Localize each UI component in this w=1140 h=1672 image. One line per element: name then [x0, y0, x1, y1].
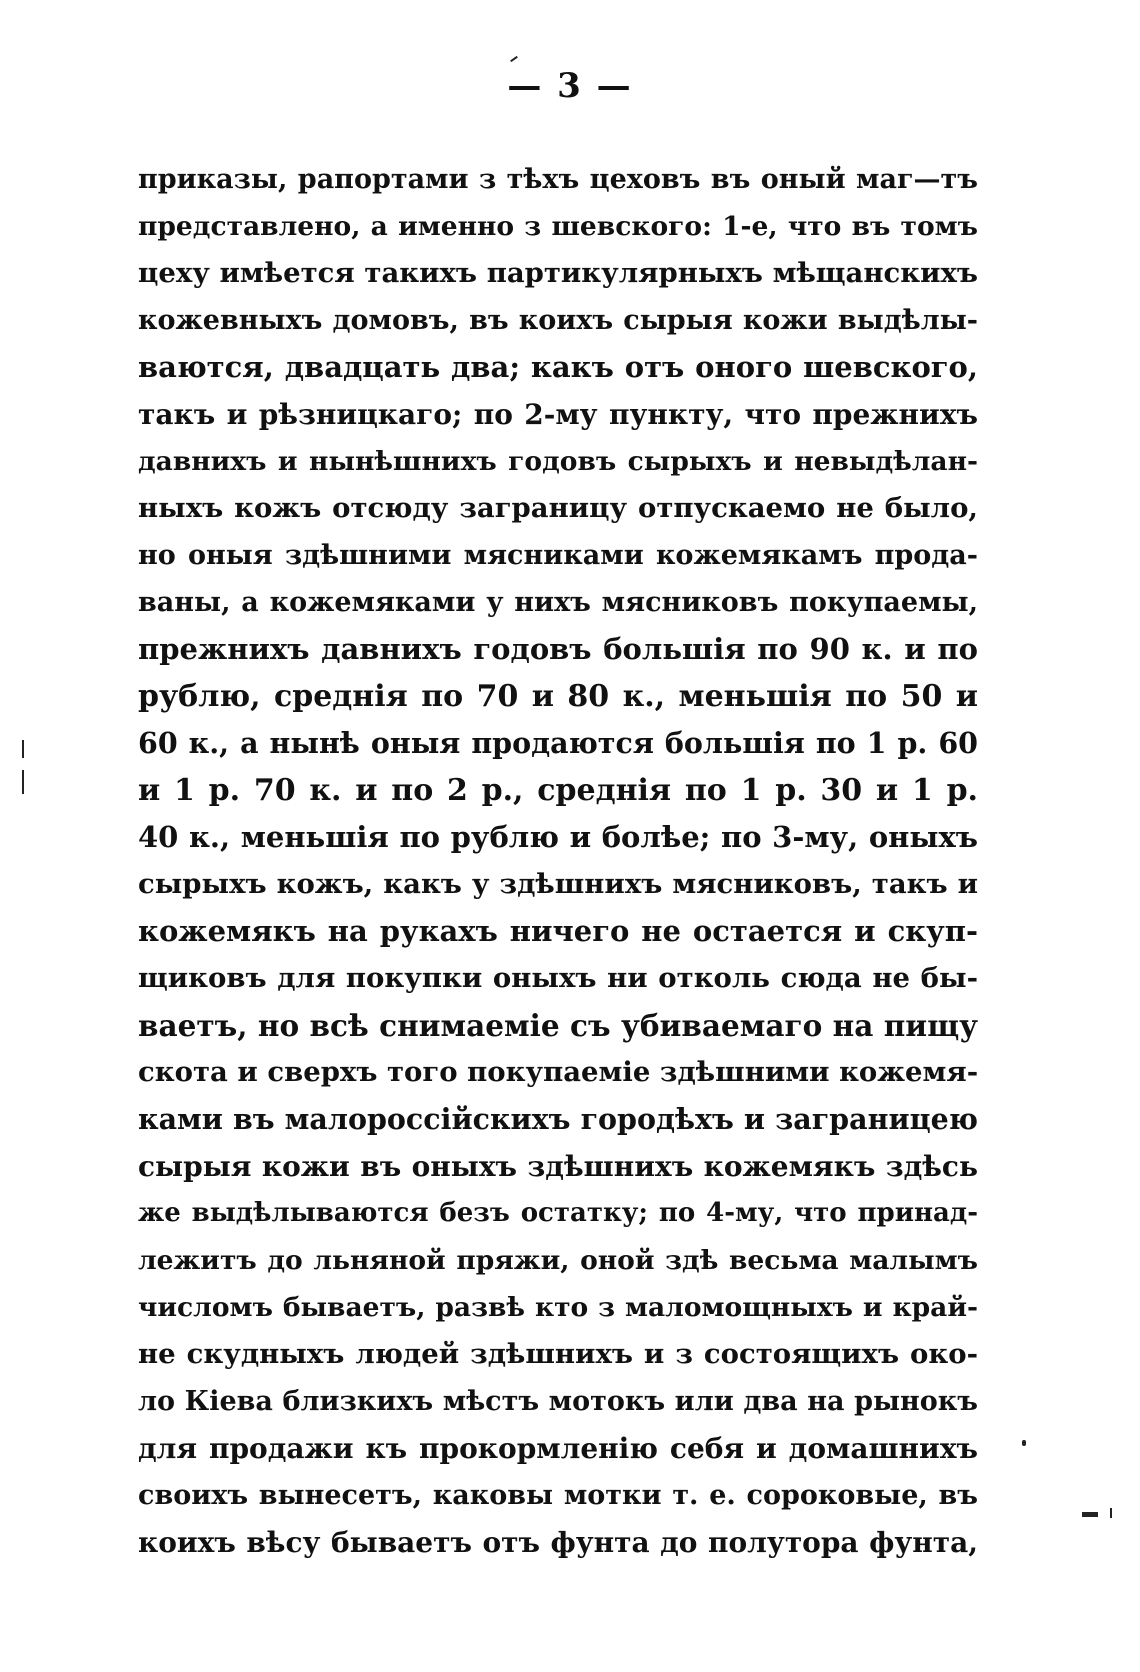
text-line: своихъ вынесетъ, каковы мотки т. е. сороковые, въ — [138, 1480, 978, 1511]
text-line: 40 к., меньшія по рублю и болѣе; по 3-му, оныхъ — [138, 820, 978, 854]
text-line: ло Кіева близкихъ мѣстъ мотокъ или два на рынокъ — [138, 1386, 978, 1417]
text-line: кожемякъ на рукахъ ничего не остается и скуп- — [138, 914, 978, 948]
text-line: прежнихъ давнихъ годовъ большія по 90 к. и по — [138, 632, 978, 666]
text-line: щиковъ для покупки оныхъ ни отколь сюда не бы- — [138, 962, 978, 994]
text-line: 60 к., а нынѣ оныя продаются большія по 1 р. 60 — [138, 726, 978, 760]
scan-artifact-mark — [1082, 1512, 1098, 1517]
text-line: ныхъ кожъ отсюду заграницу отпускаемо не было, — [138, 492, 978, 524]
text-line: не скудныхъ людей здѣшнихъ и з состоящихъ око- — [138, 1338, 978, 1370]
text-line: рублю, среднія по 70 и 80 к., меньшія по 50 и — [138, 679, 978, 714]
text-line: скота и сверхъ того покупаеміе здѣшними кожемя- — [138, 1056, 979, 1088]
text-line: сырыя кожи въ оныхъ здѣшнихъ кожемякъ здѣсь — [138, 1150, 978, 1183]
text-line: ками въ малороссійскихъ городѣхъ и заграницею — [138, 1102, 978, 1136]
text-line: кожевныхъ домовъ, въ коихъ сырыя кожи выдѣлы- — [138, 305, 978, 336]
text-line: цеху имѣется такихъ партикулярныхъ мѣщанскихъ — [138, 257, 978, 289]
text-line: такъ и рѣзницкаго; по 2-му пункту, что прежнихъ — [138, 398, 978, 431]
text-line: представлено, а именно з шевского: 1-е, что въ томъ — [138, 211, 978, 242]
scan-artifact-mark — [22, 740, 24, 758]
scan-artifact-mark — [510, 56, 518, 62]
text-line: сырыхъ кожъ, какъ у здѣшнихъ мясниковъ, такъ и — [138, 868, 978, 900]
text-line: числомъ бываетъ, развѣ кто з маломощныхъ и край- — [138, 1292, 978, 1323]
text-line: и 1 р. 70 к. и по 2 р., среднія по 1 р. 30 и 1 р. — [138, 773, 978, 808]
text-line: давнихъ и нынѣшнихъ годовъ сырыхъ и невыдѣлан- — [138, 446, 978, 477]
text-line: коихъ вѣсу бываетъ отъ фунта до полутора фунта, — [138, 1526, 978, 1559]
text-line: но оныя здѣшними мясниками кожемякамъ прода- — [138, 540, 978, 571]
body-text — [138, 156, 978, 1566]
text-line: ваетъ, но всѣ снимаеміе съ убиваемаго на пищу — [138, 1008, 978, 1043]
text-line: же выдѣлываются безъ остатку; по 4-му, что принад- — [138, 1198, 978, 1228]
scan-artifact-mark — [22, 770, 24, 794]
scan-artifact-mark — [1022, 1440, 1026, 1446]
scan-artifact-mark — [1110, 1508, 1112, 1518]
text-line: ваны, а кожемяками у нихъ мясниковъ покупаемы, — [138, 587, 978, 618]
text-line: приказы, рапортами з тѣхъ цеховъ въ оный маг—тъ — [138, 164, 978, 195]
page-number: — 3 — — [507, 66, 633, 106]
text-line: ваются, двадцать два; какъ отъ оного шевского, — [138, 350, 978, 384]
text-line: для продажи къ прокормленію себя и домашнихъ — [138, 1432, 978, 1465]
text-line: лежитъ до льняной пряжи, оной здѣ весьма малымъ — [138, 1245, 978, 1276]
